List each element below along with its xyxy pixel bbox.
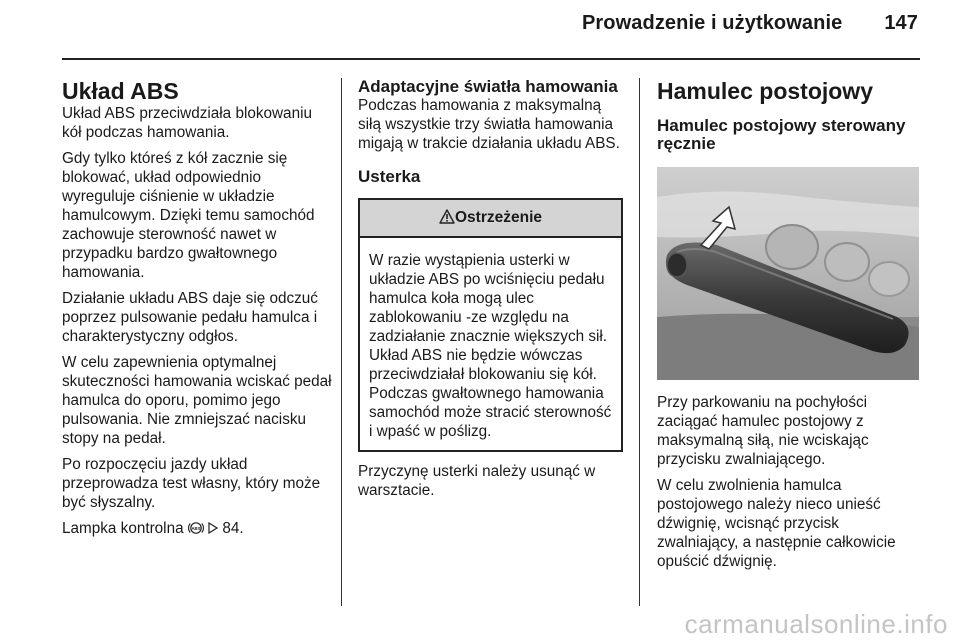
- warning-header: [360, 200, 621, 238]
- abs-heading: Układ ABS: [62, 78, 179, 104]
- header-rule: [62, 58, 920, 60]
- abs-paragraph: W celu zapewnienia optymalnej skuteczności hamowania wciskać pedał hamulca do oporu, pomimo jego pulsowania. Nie zmniejszać nacisku stopy na pedał.: [62, 354, 332, 447]
- warning-text: W razie wystąpienia usterki w układzie ABS po wciśnięciu pedału hamulca koła mogą ulec zablokowaniu -ze względu na zadziałanie znacznie większych sił. Układ ABS nie będzie wówczas przeciwdziałał blokowaniu się kół. Podczas gwałtownego hamowania samochód może stracić sterowność i wpaść w poślizg.: [369, 252, 612, 440]
- abs-lamp-icon: [188, 521, 204, 535]
- abs-lamp-line: [62, 519, 334, 538]
- column-brake-lights: [358, 78, 623, 507]
- lamp-page-ref: 84.: [222, 520, 244, 537]
- warning-box: [358, 198, 623, 452]
- abs-paragraph: Gdy tylko któreś z kół zacznie się blokować, układ odpowiednio wyreguluje ciśnienie w układzie hamulcowym. Dzięki temu samochód zachowuje sterowność nawet w przypadku bardzo gwałtownego hamowania.: [62, 150, 315, 281]
- warning-title: Ostrzeżenie: [454, 209, 542, 226]
- fault-after-text: Przyczynę usterki należy usunąć w warsztacie.: [358, 463, 596, 499]
- brake-lights-heading: Adaptacyjne światła hamowania: [358, 77, 618, 96]
- column-divider: [639, 78, 640, 606]
- column-abs: [62, 78, 334, 545]
- column-divider: [341, 78, 342, 606]
- svg-text:ABS: ABS: [191, 525, 201, 531]
- watermark: carmanualsonline.info: [684, 609, 948, 639]
- page-header: [62, 12, 918, 35]
- parking-brake-lever-image: [657, 167, 919, 380]
- parking-brake-heading: Hamulec postojowy: [657, 78, 873, 104]
- page-number: 147: [884, 12, 918, 34]
- abs-paragraph: Układ ABS przeciwdziała blokowaniu kół podczas hamowania.: [62, 105, 312, 141]
- warning-icon: [439, 209, 455, 224]
- manual-parking-brake-subheading: Hamulec postojowy sterowany ręcznie: [657, 116, 906, 153]
- fault-heading: Usterka: [358, 167, 421, 186]
- lamp-text: Lampka kontrolna: [62, 520, 184, 537]
- parking-brake-paragraph: W celu zwolnienia hamulca postojowego należy nieco unieść dźwignię, wcisnąć przycisk zwalniający, a następnie całkowicie opuścić dźwignię.: [657, 477, 896, 570]
- column-parking-brake: [657, 78, 921, 578]
- parking-brake-illustration: [657, 167, 919, 380]
- page-reference-icon: [208, 522, 218, 534]
- header-title: Prowadzenie i użytkowanie: [581, 12, 843, 34]
- brake-lights-paragraph: Podczas hamowania z maksymalną siłą wszystkie trzy światła hamowania migają w trakcie działania układu ABS.: [358, 97, 620, 152]
- parking-brake-paragraph: Przy parkowaniu na pochyłości zaciągać hamulec postojowy z maksymalną siłą, nie wciskając przycisku zwalniającego.: [657, 394, 869, 468]
- abs-paragraph: Działanie układu ABS daje się odczuć poprzez pulsowanie pedału hamulca i charakterystyczny odgłos.: [62, 290, 318, 345]
- abs-paragraph: Po rozpoczęciu jazdy układ przeprowadza test własny, który może być słyszalny.: [62, 456, 321, 511]
